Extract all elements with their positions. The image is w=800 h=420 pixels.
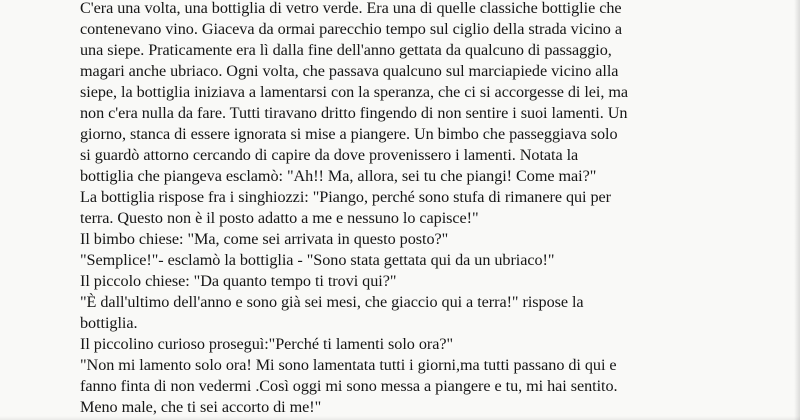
page-edge-shadow [794, 0, 800, 420]
text-line: "Non mi lamento solo ora! Mi sono lamentata tutti i giorni,ma tutti passano di qui e [80, 356, 617, 374]
text-line: terra. Questo non è il posto adatto a me e nessuno lo capisce!" [80, 209, 479, 227]
text-line: La bottiglia rispose fra i singhiozzi: "Piango, perché sono stufa di rimanere qui per [80, 188, 612, 206]
text-line: una siepe. Praticamente era lì dalla fine dell'anno gettata da qualcuno di passaggio, [80, 41, 612, 59]
text-line: bottiglia che piangeva esclamò: "Ah!! Ma, allora, sei tu che piangi! Come mai?" [80, 167, 597, 185]
text-line: Il piccolino curioso proseguì:"Perché ti lamenti solo ora?" [80, 335, 454, 353]
text-line: Il piccolo chiese: "Da quanto tempo ti trovi qui?" [80, 272, 397, 290]
text-line: si guardò attorno cercando di capire da dove provenissero i lamenti. Notata la [80, 146, 579, 164]
text-line: Il bimbo chiese: "Ma, come sei arrivata in questo posto?" [80, 230, 449, 248]
text-line: bottiglia. [80, 314, 138, 332]
text-line: non c'era nulla da fare. Tutti tiravano dritto fingendo di non sentire i suoi lamenti. Un [80, 104, 628, 122]
text-line: "È dall'ultimo dell'anno e sono già sei mesi, che giaccio qui a terra!" rispose la [80, 293, 584, 311]
text-line: "Semplice!"- esclamò la bottiglia - "Sono stata gettata qui da un ubriaco!" [80, 251, 555, 269]
text-line: C'era una volta, una bottiglia di vetro verde. Era una di quelle classiche bottiglie che [80, 0, 622, 17]
text-line: magari anche ubriaco. Ogni volta, che passava qualcuno sul marciapiede vicino alla [80, 62, 619, 80]
text-line: contenevano vino. Giaceva da ormai parecchio tempo sul ciglio della strada vicino a [80, 20, 622, 38]
text-line: giorno, stanca di essere ignorata si mise a piangere. Un bimbo che passeggiava solo [80, 125, 618, 143]
page-bottom-shadow [0, 416, 800, 420]
text-line: siepe, la bottiglia iniziava a lamentarsi con la speranza, che ci si accorgesse di lei, ma [80, 83, 629, 101]
text-line: fanno finta di non vedermi .Così oggi mi sono messa a piangere e tu, mi hai sentito. [80, 377, 618, 395]
text-line: Meno male, che ti sei accorto di me!" [80, 398, 322, 416]
